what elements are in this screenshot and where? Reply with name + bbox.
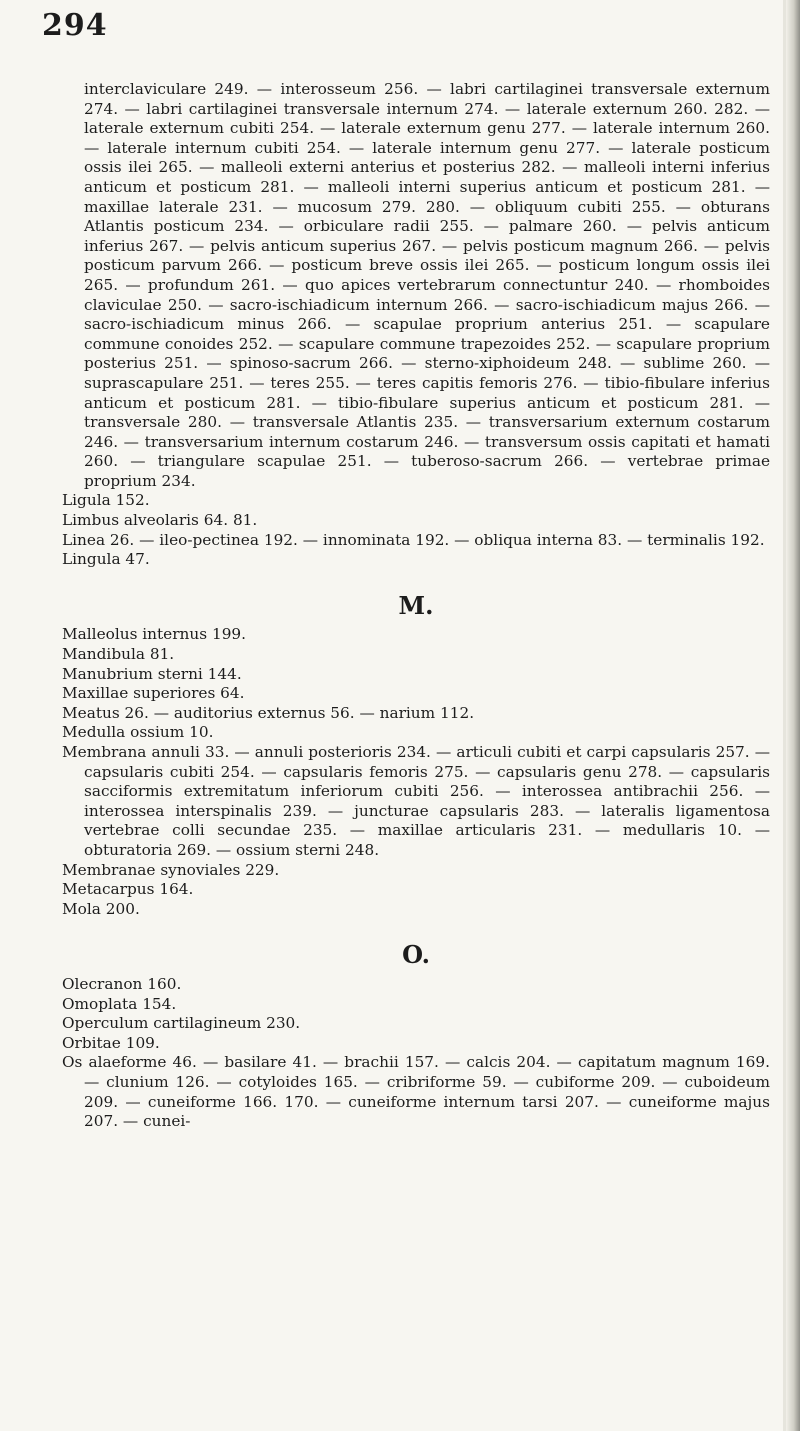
index-entry: Olecranon 160. [62, 974, 182, 993]
index-entry: Limbus alveolaris 64. 81. [62, 511, 258, 530]
index-content [62, 80, 770, 1132]
section-m [62, 625, 770, 919]
index-entry: Medulla ossium 10. [62, 723, 214, 742]
book-spine-edge [786, 0, 800, 1431]
index-entry: Maxillae superiores 64. [62, 684, 245, 703]
index-entry: Linea 26. — ileo-pectinea 192. — innominata 192. — obliqua interna 83. — terminalis 192. [62, 530, 765, 549]
index-entry: Membrana annuli 33. — annuli posterioris 234. — articuli cubiti et carpi capsularis 257. — capsularis cubiti 254. — capsularis femoris 275. — capsularis genu 278. — capsularis sacciformis extremitatum inferiorum cubiti 256. — interossea antibrachii 256. — interossea interspinalis 239. — juncturae capsularis 283. — lateralis ligamentosa vertebrae colli secundae 235. — maxillae articularis 231. — medullaris 10. — obturatoria 269. — ossium sterni 248. [62, 743, 770, 859]
section-o [62, 975, 770, 1132]
continuation-paragraph: interclaviculare 249. — interosseum 256. — labri cartilaginei transversale externum 274. — labri cartilaginei transversale internum 274. — laterale externum 260. 282. — laterale externum cubiti 254. — laterale externum genu 277. — laterale internum 260. — laterale internum cubiti 254. — laterale internum genu 277. — laterale posticum ossis ilei 265. — malleoli externi anterius et posterius 282. — malleoli interni inferius anticum et posticum 281. — malleoli interni superius anticum et posticum 281. — maxillae laterale 231. — mucosum 279. 280. — obliquum cubiti 255. — obturans Atlantis posticum 234. — orbiculare radii 255. — palmare 260. — pelvis anticum inferius 267. — pelvis anticum superius 267. — pelvis posticum magnum 266. — pelvis posticum parvum 266. — posticum breve ossis ilei 265. — posticum longum ossis ilei 265. — profundum 261. — quo apices vertebrarum connectuntur 240. — rhomboides claviculae 250. — sacro-ischiadicum internum 266. — sacro-ischiadicum majus 266. — sacro-ischiadicum minus 266. — scapulae proprium anterius 251. — scapulare commune conoides 252. — scapulare commune trapezoides 252. — scapulare proprium posterius 251. — spinoso-sacrum 266. — sterno-xiphoideum 248. — sublime 260. — suprascapulare 251. — teres 255. — teres capitis femoris 276. — tibio-fibulare inferius anticum et posticum 281. — tibio-fibulare superius anticum et posticum 281. — transversale 280. — transversale Atlantis 235. — transversarium externum costarum 246. — transversarium internum costarum 246. — transversum ossis capitati et hamati 260. — triangulare scapulae 251. — tuberoso-sacrum 266. — vertebrae primae proprium 234. [84, 80, 770, 490]
section-letter-m: M. [398, 590, 434, 620]
index-entry: Metacarpus 164. [62, 880, 194, 899]
index-entry: Os alaeforme 46. — basilare 41. — brachii 157. — calcis 204. — capitatum magnum 169. — clunium 126. — cotyloides 165. — cribriforme 59. — cubiforme 209. — cuboideum 209. — cuneiforme 166. 170. — cuneiforme internum tarsi 207. — cuneiforme majus 207. — cunei- [62, 1053, 770, 1131]
index-entry: Orbitae 109. [62, 1033, 160, 1052]
page-number: 294 [42, 8, 108, 43]
index-entry: Mola 200. [62, 899, 140, 918]
index-entry: Omoplata 154. [62, 994, 177, 1013]
index-entry: Operculum cartilagineum 230. [62, 1014, 301, 1033]
index-entry: Ligula 152. [62, 491, 150, 510]
index-entry: Manubrium sterni 144. [62, 664, 242, 683]
index-entry: Membranae synoviales 229. [62, 860, 280, 879]
section-letter-o: O. [402, 940, 430, 970]
index-entry: Lingula 47. [62, 550, 150, 569]
index-entry: Meatus 26. — auditorius externus 56. — narium 112. [62, 703, 475, 722]
section-l [62, 491, 770, 569]
index-entry: Malleolus internus 199. [62, 625, 247, 644]
index-entry: Mandibula 81. [62, 645, 175, 664]
